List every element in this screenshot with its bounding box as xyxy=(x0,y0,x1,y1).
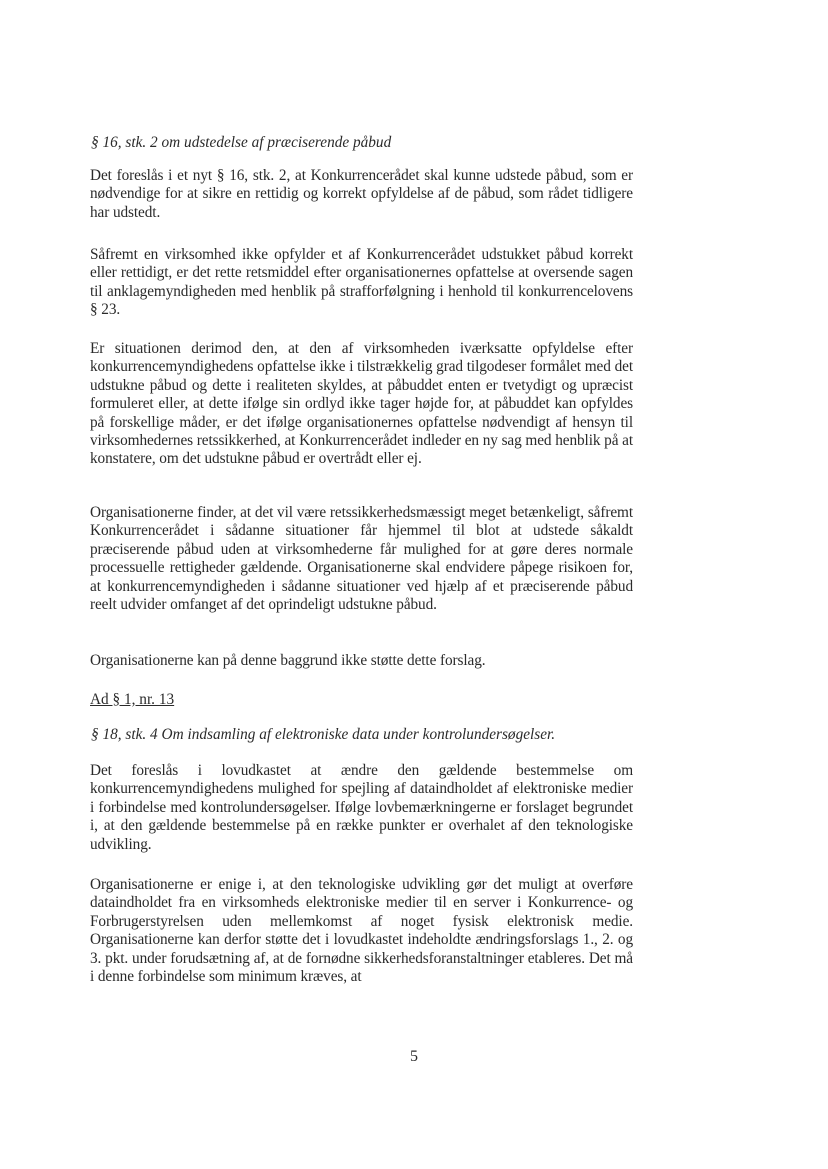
paragraph: Organisationerne er enige i, at den teknologiske udvikling gør det muligt at overføre dataindholdet fra en virksomheds elektroniske medier til en server i Konkurrence- og Forbrugerstyrelsen uden mellemkomst af noget fysisk elektronisk medie. Organisationerne kan derfor støtte det i lovudkastet indeholdte ændringsforslags 1., 2. og 3. pkt. under forudsætning af, at de fornødne sikkerhedsforanstaltninger etableres. Det må i denne forbindelse som minimum kræves, at xyxy=(90,876,633,986)
page-number: 5 xyxy=(410,1048,418,1065)
paragraph: Det foreslås i lovudkastet at ændre den gældende bestemmelse om konkurrencemyndighedens mulighed for spejling af dataindholdet af elektroniske medier i forbindelse med kontrolundersøgelser. Ifølge lovbemærkningerne er forslaget begrundet i, at den gældende bestemmelse på en række punkter er overhalet af den teknologiske udvikling. xyxy=(90,762,633,853)
paragraph: Organisationerne finder, at det vil være retssikkerhedsmæssigt meget betænkeligt, såfremt Konkurrencerådet i sådanne situationer får hjemmel til blot at udstede såkaldt præciserende påbud uden at virksomhederne får mulighed for at gøre deres normale processuelle rettigheder gældende. Organisationerne skal endvidere påpege risikoen for, at konkurrencemyndigheden i sådanne situationer ved hjælp af et præciserende påbud reelt udvider omfanget af det oprindeligt udstukne påbud. xyxy=(90,504,633,614)
paragraph: Er situationen derimod den, at den af virksomheden iværksatte opfyldelse efter konkurrencemyndighedens opfattelse ikke i tilstrækkelig grad tilgodeser formålet med det udstukne påbud og dette i realiteten skyldes, at påbuddet enten er tvetydigt og upræcist formuleret eller, at dette ifølge sin ordlyd ikke tager højde for, at påbuddet kan opfyldes på forskellige måder, er det ifølge organisationernes opfattelse nødvendigt af hensyn til virksomhedernes retssikkerhed, at Konkurrencerådet indleder en ny sag med henblik på at konstatere, om det udstukne påbud er overtrådt eller ej. xyxy=(90,340,633,468)
paragraph: Det foreslås i et nyt § 16, stk. 2, at Konkurrencerådet skal kunne udstede påbud, som er nødvendige for at sikre en rettidig og korrekt opfyldelse af de påbud, som rådet tidligere har udstedt. xyxy=(90,167,633,221)
paragraph: Organisationerne kan på denne baggrund ikke støtte dette forslag. xyxy=(90,652,486,669)
section-heading-16: § 16, stk. 2 om udstedelse af præciserende påbud xyxy=(91,134,392,151)
section-heading-18: § 18, stk. 4 Om indsamling af elektroniske data under kontrolundersøgelser. xyxy=(91,726,556,743)
paragraph: Såfremt en virksomhed ikke opfylder et af Konkurrencerådet udstukket påbud korrekt eller rettidigt, er det rette retsmiddel efter organisationernes opfattelse at oversende sagen til anklagemyndigheden med henblik på strafforfølgning i henhold til konkurrencelovens § 23. xyxy=(90,246,633,319)
ad-reference: Ad § 1, nr. 13 xyxy=(90,691,175,708)
